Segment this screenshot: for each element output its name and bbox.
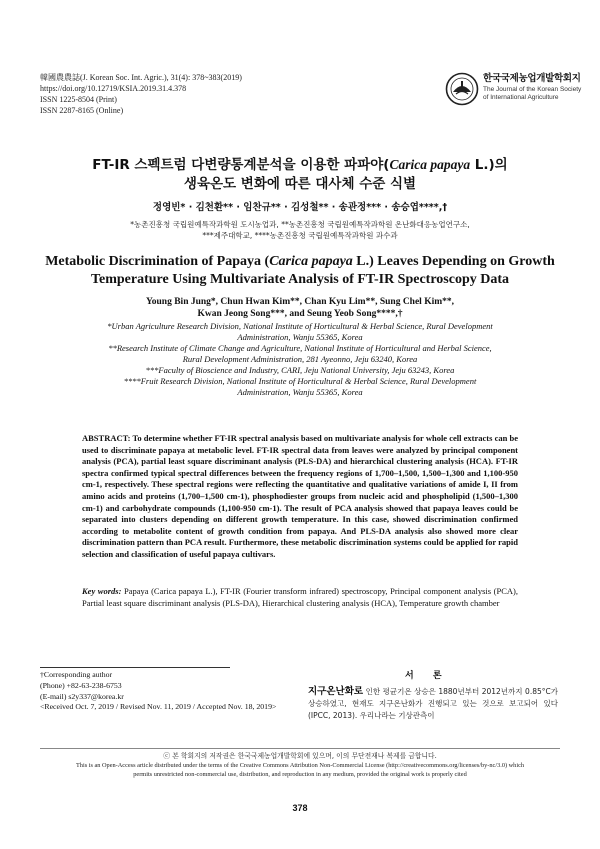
abstract-text: To determine whether FT-IR spectral analysis based on multivariate analysis for whole cell extracts can be used to discriminate papaya at metabolic level. FT-IR spectral data from leaves were analyzed by principal component analysis (PCA), partial least square discriminant analysis (PLS-DA) and hierarchical clustering analysis (HCA). FT-IR spectra confirmed typical spectral differences between the frequency regions of 1,700–1,500, 1,500–1,300 and 1,100-950 cm-1, respectively. These spectral regions were reflecting the quantitative and qualitative variations of amide I, II from amino acids and proteins (1,700–1,500 cm-1), phosphodiester groups from nucleic acid and phospholipid (1,500–1,300 cm-1) and carbohydrate compounds (1,100-950 cm-1). The result of PCA analysis showed that papaya leaves could be separated into clusters depending on different growth temperature. In this case, showed discrimination confirmed according to metabolite content of growth condition from papaya. And PLS-DA analysis also showed more clear discrimination pattern than PCA result. Furthermore, these metabolic discrimination systems could be applied for rapid selection and classification of useful papaya cultivars. <box>82 433 518 559</box>
footnote-email: (E-mail) s2y337@korea.kr <box>40 691 124 701</box>
title-kr-line2: 생육온도 변화에 따른 대사체 수준 식별 <box>183 176 417 192</box>
keywords-label: Key words: <box>82 586 122 596</box>
affil-en-line: Rural Development Administration, 281 Ayeonno, Jeju 63240, Korea <box>182 354 418 364</box>
affil-kr-line1: *농촌진흥청 국립원예특작과학원 도시농업과, **농촌진흥청 국립원예특작과학원 온난화대응농업연구소, <box>130 220 470 229</box>
society-name-en <box>483 86 581 102</box>
issn-online: ISSN 2287-8165 (Online) <box>40 106 124 115</box>
footnote-line: †Corresponding author <box>40 670 113 679</box>
abstract-label: ABSTRACT: <box>82 433 131 443</box>
authors-korean: 정영빈* · 김천환** · 임찬규** · 김성철** · 송관정*** · 송승엽****,† <box>152 202 448 213</box>
license-line: This is an Open-Access article distributed under the terms of the Creative Commons Attribution Non-Commercial License (http://creativecommons.org/licenses/by-nc/3.0) which <box>75 762 525 769</box>
introduction-text <box>308 686 558 722</box>
title-en-part2: L.) Leaves Depending on Growth <box>352 254 555 269</box>
footnote-divider <box>40 667 230 668</box>
journal-citation-block <box>40 72 242 116</box>
abstract <box>82 433 518 561</box>
title-kr-species: Carica papaya <box>389 157 471 172</box>
society-logo <box>445 68 582 118</box>
affil-en-line: ***Faculty of Bioscience and Industry, CARI, Jeju National University, Jeju 63243, Korea <box>145 365 455 375</box>
keywords <box>82 586 518 609</box>
title-korean <box>40 155 560 194</box>
affil-en-line: ****Fruit Research Division, National Institute of Horticultural & Herbal Science, Rural Development <box>123 376 477 386</box>
citation-line <box>40 72 242 83</box>
affil-en-line: Administration, Wanju 55365, Korea <box>237 387 363 397</box>
title-en-species: Carica papaya <box>269 254 353 269</box>
page-number: 378 <box>292 803 308 813</box>
issn-print: ISSN 1225-8504 (Print) <box>40 95 117 104</box>
society-name-kr: 한국국제농업개발학회지 <box>483 73 581 84</box>
authors-en-line1: Young Bin Jung*, Chun Hwan Kim**, Chan Kyu Lim**, Sung Chel Kim**, <box>145 297 455 307</box>
corresponding-author-footnote <box>40 670 276 713</box>
title-en-part1: Metabolic Discrimination of Papaya ( <box>45 254 270 269</box>
section-heading-introduction: 서 론 <box>405 671 450 681</box>
citation-prefix: 韓國農農誌 <box>40 73 80 82</box>
license-notice <box>40 748 560 779</box>
authors-english <box>40 296 560 320</box>
doi: https://doi.org/10.12719/KSIA.2019.31.4.378 <box>40 84 187 93</box>
intro-body: 인한 평균기온 상승은 1880년부터 2012년까지 0.85°C가 상승하였고, 현재도 지구온난화가 진행되고 있는 것으로 보고되어 있다(IPCC, 2013). 우리나라는 기상관측이 <box>308 687 558 720</box>
citation: (J. Korean Soc. Int. Agric.), 31(4): 378~383(2019) <box>80 73 242 82</box>
authors-en-line2: Kwan Jeong Song***, and Seung Yeob Song****,† <box>197 309 403 319</box>
copyright-notice: ⓒ 본 학회지의 저작권은 한국국제농업개발학회에 있으며, 이의 무단전재나 복제를 금합니다. <box>163 752 437 760</box>
title-english <box>40 253 560 289</box>
title-kr-part2: L.)의 <box>470 157 508 173</box>
intro-lead: 지구온난화로 <box>308 686 364 697</box>
affil-en-line: **Research Institute of Climate Change and Agriculture, National Institute of Horticultural and Herbal Science, <box>108 343 492 353</box>
title-en-line2: Temperature Using Multivariate Analysis of FT-IR Spectroscopy Data <box>90 272 510 287</box>
society-name-en-line2: of International Agriculture <box>483 94 559 101</box>
society-emblem-icon <box>445 72 479 106</box>
footnote-dates: <Received Oct. 7, 2019 / Revised Nov. 11, 2019 / Accepted Nov. 18, 2019> <box>40 702 277 712</box>
license-line: permits unrestricted non-commercial use, distribution, and reproduction in any medium, provided the original work is properly cited <box>133 771 467 778</box>
affil-en-line: Administration, Wanju 55365, Korea <box>237 332 363 342</box>
footnote-phone: (Phone) +82-63-238-6753 <box>40 680 122 690</box>
title-kr-part1: FT-IR 스펙트럼 다변량통계분석을 이용한 파파야( <box>92 157 390 173</box>
affil-kr-line2: ***제주대학교, ****농촌진흥청 국립원예특작과학원 과수과 <box>202 231 398 240</box>
keywords-text: Papaya (Carica papaya L.), FT-IR (Fourier transform infrared) spectroscopy, Principal component analysis (PCA), Partial least square discriminant analysis (PLS-DA), Hierarchical clustering analysis (HCA), Temperature growth chamber <box>82 586 518 608</box>
affiliations-english <box>55 321 545 398</box>
society-name-en-line1: The Journal of the Korean Society <box>483 86 582 93</box>
affil-en-line: *Urban Agriculture Research Division, National Institute of Horticultural & Herbal Science, Rural Development <box>107 321 493 331</box>
affiliations-korean <box>60 219 540 241</box>
